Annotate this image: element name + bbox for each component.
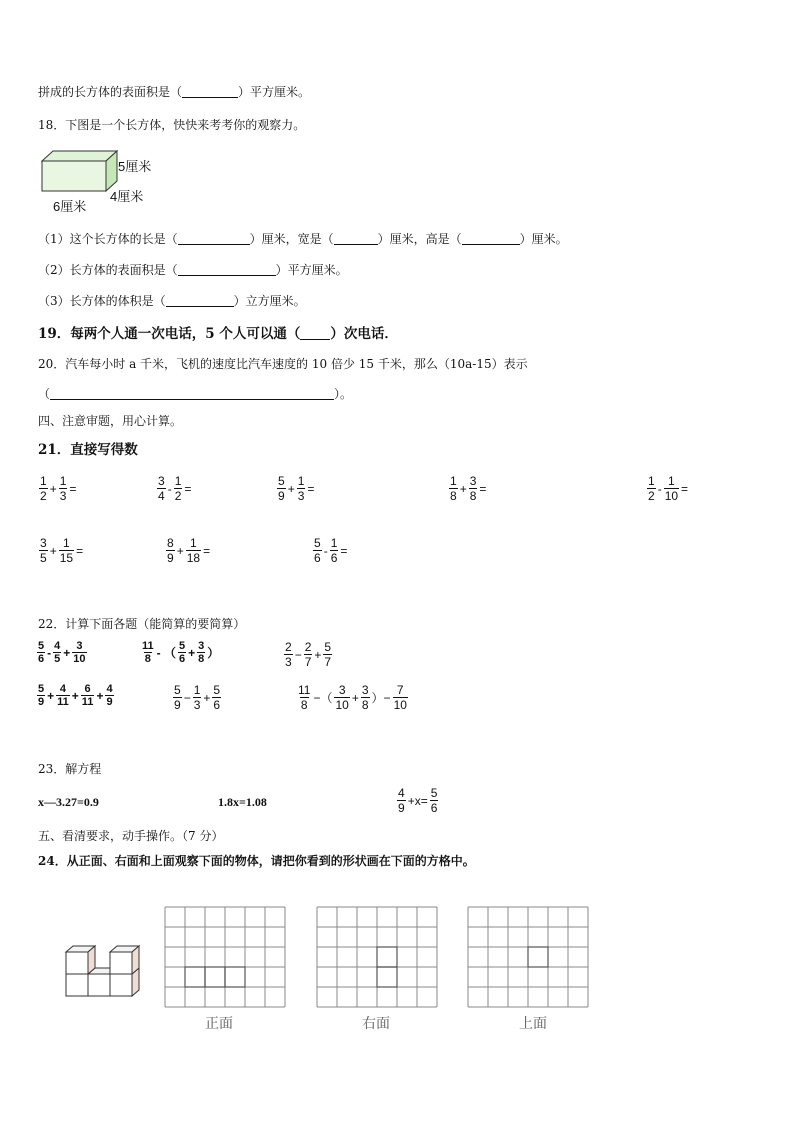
numerator: 5 xyxy=(430,786,438,800)
cube-object-figure xyxy=(64,940,144,998)
denominator: 11 xyxy=(81,696,94,708)
fraction xyxy=(39,474,48,503)
grid-cell-outline xyxy=(377,947,397,967)
operator: + xyxy=(203,690,211,705)
numerator: 5 xyxy=(174,683,181,697)
numerator: 3 xyxy=(469,474,477,488)
q18-part3 xyxy=(38,292,306,309)
denominator: 5 xyxy=(54,653,61,665)
fraction xyxy=(277,474,286,503)
operator: = xyxy=(340,543,348,558)
q22-expr-3 xyxy=(283,640,333,669)
question-23: 23．解方程 xyxy=(38,762,102,776)
q23-equation-3 xyxy=(396,786,439,815)
fraction xyxy=(212,683,221,712)
fraction xyxy=(397,786,406,815)
denominator: 6 xyxy=(430,801,438,815)
operator: = xyxy=(76,543,84,558)
text-part: ）次电话． xyxy=(330,326,398,342)
numerator: 1 xyxy=(40,474,47,488)
fraction xyxy=(361,683,370,712)
q21-item xyxy=(312,536,348,565)
fraction xyxy=(284,640,293,669)
numerator: 3 xyxy=(76,640,83,652)
fraction xyxy=(174,474,183,503)
answer-blank-length[interactable] xyxy=(178,232,250,245)
text-part: 19．每两个人通一次电话，5 个人可以通（ xyxy=(38,326,301,342)
denominator: 9 xyxy=(167,551,174,565)
denominator: 7 xyxy=(304,655,312,669)
operator: = xyxy=(184,481,192,496)
equation-1: x—3.27=0.9 xyxy=(38,795,99,809)
operator: = xyxy=(681,481,689,496)
q22-expr-1 xyxy=(36,640,88,665)
denominator: 9 xyxy=(38,696,45,708)
operator: + xyxy=(314,647,322,662)
fraction xyxy=(59,474,68,503)
operator: − xyxy=(183,690,191,705)
grid-front-view[interactable] xyxy=(164,906,288,1009)
numerator: 1 xyxy=(668,474,675,488)
numerator: 5 xyxy=(178,640,186,652)
numerator: 1 xyxy=(59,474,67,488)
answer-blank-width[interactable] xyxy=(334,232,378,245)
numerator: 2 xyxy=(304,640,312,654)
denominator: 5 xyxy=(40,551,47,565)
fraction xyxy=(37,640,45,665)
numerator: 6 xyxy=(84,683,91,695)
fraction xyxy=(105,683,113,708)
text-part: （1）这个长方体的长是（ xyxy=(38,232,178,246)
q22-expr-4 xyxy=(36,683,115,708)
denominator: 6 xyxy=(330,551,338,565)
denominator: 7 xyxy=(324,655,332,669)
operator: - （ xyxy=(156,646,176,660)
equation-2: 1.8x=1.08 xyxy=(218,795,267,809)
operator: + xyxy=(176,543,184,558)
text-part: ）厘米，高是（ xyxy=(377,232,462,246)
fraction xyxy=(166,536,175,565)
denominator: 6 xyxy=(38,653,45,665)
denominator: 10 xyxy=(335,698,349,712)
operator: - xyxy=(47,645,52,660)
numerator: 7 xyxy=(396,683,404,697)
operator: ） xyxy=(207,646,220,660)
numerator: 4 xyxy=(54,640,61,652)
fraction xyxy=(304,640,313,669)
numerator: 1 xyxy=(190,536,197,550)
text-part: 拼成的长方体的表面积是（ xyxy=(38,85,183,99)
numerator: 5 xyxy=(324,640,332,654)
numerator: 5 xyxy=(38,640,45,652)
numerator: 1 xyxy=(648,474,655,488)
section-4-heading: 四、注意审题，用心计算。 xyxy=(38,414,183,428)
denominator: 9 xyxy=(278,489,285,503)
grid-cell-outline xyxy=(225,967,245,987)
q21-item xyxy=(276,474,315,503)
denominator: 2 xyxy=(40,489,47,503)
numerator: 1 xyxy=(174,474,182,488)
q18-part2 xyxy=(38,261,348,278)
denominator: 3 xyxy=(285,655,292,669)
question-22: 22．计算下面各题（能简算的要简算） xyxy=(38,617,246,631)
numerator: 4 xyxy=(59,683,67,695)
cuboid-figure xyxy=(40,148,120,194)
denominator: 18 xyxy=(186,551,201,565)
numerator: 11 xyxy=(298,683,311,697)
denominator: 4 xyxy=(158,489,165,503)
denominator: 10 xyxy=(393,698,407,712)
numerator: 3 xyxy=(158,474,165,488)
operator: = xyxy=(479,481,487,496)
text-part: ）。 xyxy=(334,387,353,401)
q20-answer-line xyxy=(38,385,352,402)
fraction xyxy=(469,474,478,503)
fraction xyxy=(334,683,349,712)
q21-item xyxy=(646,474,689,503)
label-length-6cm: 6厘米 xyxy=(53,199,87,214)
caption-right: 右面 xyxy=(362,1016,390,1032)
caption-front: 正面 xyxy=(205,1016,233,1032)
denominator: 3 xyxy=(59,489,67,503)
operator: + xyxy=(49,481,57,496)
q22-expr-6 xyxy=(296,683,409,712)
fraction xyxy=(157,474,166,503)
q22-expr-2 xyxy=(140,640,220,665)
fraction xyxy=(72,640,86,665)
operator: ）− xyxy=(371,691,391,705)
denominator: 2 xyxy=(648,489,655,503)
question-21: 21．直接写得数 xyxy=(38,442,138,458)
text-part: ）平方厘米。 xyxy=(275,263,348,277)
q21-item xyxy=(38,536,84,565)
numerator: 3 xyxy=(40,536,47,550)
denominator: 15 xyxy=(59,551,74,565)
q21-item xyxy=(156,474,192,503)
operator: + xyxy=(351,690,359,705)
operator: - xyxy=(323,543,328,558)
denominator: 11 xyxy=(57,696,69,708)
fraction xyxy=(330,536,339,565)
question-20: 20．汽车每小时 a 千米，飞机的速度比汽车速度的 10 倍少 15 千米，那么（10a-15）表示 xyxy=(38,357,528,371)
fraction xyxy=(53,640,61,665)
text-part: （ xyxy=(38,387,51,401)
label-height-5cm: 5厘米 xyxy=(118,159,152,174)
denominator: 10 xyxy=(73,653,86,665)
operator: = xyxy=(307,481,315,496)
fraction xyxy=(37,683,45,708)
numerator: 11 xyxy=(142,640,154,652)
fraction xyxy=(430,786,439,815)
q22-expr-5 xyxy=(172,683,222,712)
answer-blank-volume[interactable] xyxy=(166,294,234,307)
operator: - xyxy=(657,481,662,496)
operator: − xyxy=(294,647,302,662)
numerator: 5 xyxy=(314,536,321,550)
denominator: 9 xyxy=(174,698,181,712)
numerator: 3 xyxy=(361,683,369,697)
operator: + xyxy=(63,645,71,660)
fraction xyxy=(186,536,201,565)
fraction xyxy=(141,640,155,665)
fraction xyxy=(193,683,202,712)
numerator: 1 xyxy=(193,683,201,697)
fraction xyxy=(323,640,332,669)
label-width-4cm: 4厘米 xyxy=(110,189,144,204)
grid-cell-outline xyxy=(528,947,548,967)
fraction xyxy=(81,683,95,708)
numerator: 1 xyxy=(330,536,338,550)
q21-item xyxy=(165,536,211,565)
grid-cell-outline xyxy=(185,967,205,987)
text-part: ）平方厘米。 xyxy=(238,85,311,99)
text-part: ）厘米，宽是（ xyxy=(249,232,334,246)
q21-item xyxy=(38,474,77,503)
grid-top-view[interactable] xyxy=(467,906,591,1009)
fraction xyxy=(313,536,322,565)
fraction xyxy=(647,474,656,503)
fraction xyxy=(297,683,311,712)
question-19 xyxy=(38,322,398,342)
numerator: 1 xyxy=(63,536,70,550)
answer-blank-surface[interactable] xyxy=(178,263,276,276)
grid-cell-outline xyxy=(377,967,397,987)
denominator: 8 xyxy=(144,653,151,665)
denominator: 8 xyxy=(450,489,457,503)
section-5-heading: 五、看清要求，动手操作。（7 分） xyxy=(38,829,224,843)
denominator: 6 xyxy=(213,698,221,712)
numerator: 4 xyxy=(398,786,405,800)
operator: + xyxy=(287,481,295,496)
numerator: 1 xyxy=(297,474,305,488)
answer-blank-calls[interactable] xyxy=(300,327,330,340)
fraction xyxy=(197,640,205,665)
operator: + xyxy=(47,688,55,703)
numerator: 4 xyxy=(106,683,113,695)
caption-top: 上面 xyxy=(519,1016,547,1032)
denominator: 9 xyxy=(106,696,113,708)
operator: −（ xyxy=(313,691,333,705)
numerator: 5 xyxy=(38,683,45,695)
numerator: 3 xyxy=(338,683,346,697)
denominator: 6 xyxy=(178,653,186,665)
fraction xyxy=(56,683,70,708)
q18-part1 xyxy=(38,230,568,247)
denominator: 6 xyxy=(314,551,321,565)
numerator: 3 xyxy=(198,640,205,652)
grid-right-view[interactable] xyxy=(316,906,440,1009)
denominator: 10 xyxy=(664,489,679,503)
fraction xyxy=(59,536,74,565)
operator: +x= xyxy=(407,793,428,808)
numerator: 1 xyxy=(450,474,457,488)
operator: + xyxy=(71,688,79,703)
fraction xyxy=(173,683,182,712)
fraction xyxy=(297,474,306,503)
text-part: ）厘米。 xyxy=(519,232,568,246)
numerator: 5 xyxy=(278,474,285,488)
question-24: 24．从正面、右面和上面观察下面的物体，请把你看到的形状画在下面的方格中。 xyxy=(38,854,475,868)
text-part: （2）长方体的表面积是（ xyxy=(38,263,178,277)
operator: - xyxy=(167,481,172,496)
denominator: 8 xyxy=(469,489,477,503)
fraction xyxy=(39,536,48,565)
fraction xyxy=(393,683,408,712)
q21-item xyxy=(448,474,487,503)
operator: + xyxy=(96,688,104,703)
operator: + xyxy=(49,543,57,558)
operator: + xyxy=(188,645,196,660)
denominator: 3 xyxy=(193,698,201,712)
operator: = xyxy=(203,543,211,558)
question-18: 18．下图是一个长方体，快快来考考你的观察力。 xyxy=(38,118,306,132)
operator: + xyxy=(459,481,467,496)
answer-blank[interactable] xyxy=(182,85,238,98)
denominator: 8 xyxy=(300,698,308,712)
numerator: 5 xyxy=(213,683,221,697)
numerator: 8 xyxy=(167,536,174,550)
numerator: 2 xyxy=(285,640,292,654)
denominator: 8 xyxy=(361,698,369,712)
answer-blank-height[interactable] xyxy=(462,232,520,245)
denominator: 9 xyxy=(398,801,405,815)
text-part: ）立方厘米。 xyxy=(233,294,306,308)
fraction xyxy=(449,474,458,503)
operator: = xyxy=(69,481,77,496)
fraction xyxy=(178,640,186,665)
answer-blank-meaning[interactable] xyxy=(50,387,334,400)
line-surface-area xyxy=(38,83,310,100)
denominator: 3 xyxy=(297,489,305,503)
text-part: （3）长方体的体积是（ xyxy=(38,294,166,308)
grid-cell-outline xyxy=(205,967,225,987)
denominator: 2 xyxy=(174,489,182,503)
denominator: 8 xyxy=(198,653,205,665)
fraction xyxy=(664,474,679,503)
